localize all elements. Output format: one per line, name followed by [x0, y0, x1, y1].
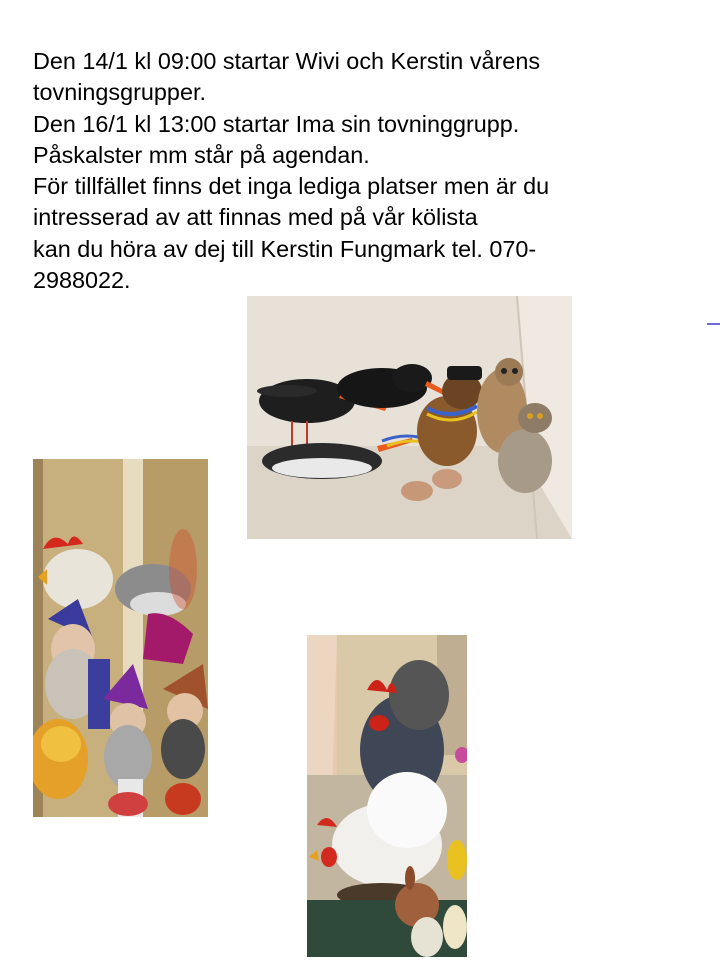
- text-line: intresserad av att finnas med på vår kölista: [33, 204, 478, 231]
- text-line: Den 16/1 kl 13:00 startar Ima sin tovninggrupp.: [33, 110, 520, 137]
- text-line: tovningsgrupper.: [33, 79, 206, 106]
- text-line: För tillfället finns det inga lediga platser men är du: [33, 173, 550, 200]
- felted-trolls-and-rooster-photo: [33, 459, 208, 817]
- text-line: Den 14/1 kl 09:00 startar Wivi och Kerstin vårens: [33, 48, 541, 74]
- felted-hens-and-rooster-photo: [307, 635, 467, 957]
- announcement-text: [33, 46, 673, 296]
- text-line: Påskalster mm står på agendan.: [33, 141, 370, 168]
- felted-birds-and-owls-photo: [247, 296, 572, 539]
- text-line: kan du höra av dej till Kerstin Fungmark tel. 070-: [33, 235, 537, 262]
- edge-marker: [707, 323, 720, 325]
- text-line: 2988022.: [33, 267, 131, 294]
